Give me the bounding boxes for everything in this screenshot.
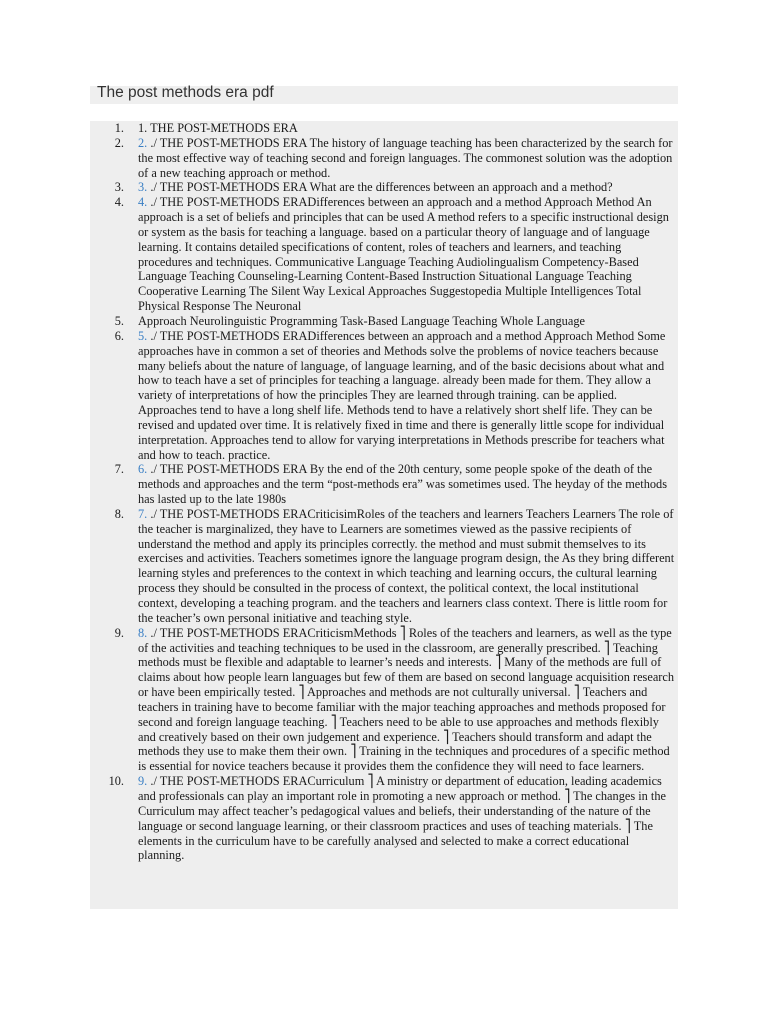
item-link[interactable]: 9. — [138, 774, 148, 789]
list-item — [90, 507, 678, 626]
item-number: 2. — [114, 135, 124, 150]
item-number: 5. — [114, 313, 124, 328]
item-link[interactable]: 5. — [138, 328, 148, 343]
item-link[interactable]: 8. — [138, 625, 148, 640]
document-content — [90, 121, 678, 909]
item-text: ./ THE POST-METHODS ERACriticismMethods ⎤ Roles of the teachers and learners, as well as the type of the activities and teaching techniques to be used in the classroom, are generally prescribed. ⎤ Teaching methods must be flexible and adaptable to learner’s needs and interests. ⎤ Many of the methods are full of claims about how people learn languages but few of them are based on second language acquisition research or have been empirically tested. ⎤ Approaches and methods are not culturally universal. ⎤ Teachers and teachers in training have to become familiar with the major teaching approaches and methods proposed for second and foreign language teaching. ⎤ Teachers need to be able to use approaches and methods flexibly and creatively based on their own judgement and experience. ⎤ Teachers should transform and adapt the methods they use to make them their own. ⎤ Training in the techniques and procedures of a specific method is essential for novice teachers because it provides them the confidence they will need to face learners. — [138, 625, 675, 774]
slide-list — [90, 121, 678, 863]
list-item — [90, 136, 678, 181]
list-item — [90, 314, 678, 329]
item-number: 4. — [114, 195, 124, 210]
list-item — [90, 121, 678, 136]
item-text: 1. THE POST-METHODS ERA — [138, 121, 298, 135]
item-text: ./ THE POST-METHODS ERADifferences between an approach and a method Approach Method Some approaches have in common a set of theories and Methods solve the problems of novice teachers because many beliefs about the nature of language, of language learning, and of the basic decisions about what and how to teach have a set of principles for teaching a language. already been made for them. They allow a variety of interpretations of how the principles They are learned through training. can be applied. Approaches tend to have a long shelf life. Methods tend to have a relatively short shelf life. They can be revised and updated over time. It is relatively fixed in time and there is generally little scope for individual interpretation. Approaches tend to allow for varying interpretations in Methods prescribe for teachers what and how to teach. practice. — [138, 328, 666, 462]
document-title-bar — [90, 86, 678, 104]
list-item — [90, 774, 678, 863]
item-text: ./ THE POST-METHODS ERACriticisimRoles of the teachers and learners Teachers Learners The role of the teacher is marginalized, they have to Learners are sometimes viewed as the passive recipients of understand the method and apply its principles correctly. the method and must submit themselves to its exercises and activities. Teachers sometimes ignore the language program design, the As they bring different learning styles and preferences to the context in which teaching and learning occurs, the cultural learning process they should be consulted in the process of context, the political context, the local institutional context, developing a teaching program. and the teachers and learners class context. There is little room for the teacher’s own personal initiative and teaching style. — [138, 506, 675, 625]
item-link[interactable]: 7. — [138, 506, 148, 521]
item-number: 6. — [114, 328, 124, 343]
item-text: ./ THE POST-METHODS ERA What are the differences between an approach and a method? — [147, 180, 613, 195]
item-link[interactable]: 3. — [138, 180, 148, 195]
list-item — [90, 180, 678, 195]
list-item — [90, 329, 678, 463]
item-text: ./ THE POST-METHODS ERADifferences between an approach and a method Approach Method An approach is a set of beliefs and principles that can be used A method refers to a specific instructional design or system as the basis for teaching a language. based on a particular theory of language and of language learning. It contains detailed specifications of content, roles of teachers and learners, and teaching procedures and techniques. Communicative Language Teaching Audiolingualism Competency-Based Language Teaching Counseling-Learning Content-Based Instruction Situational Language Teaching Cooperative Learning The Silent Way Lexical Approaches Suggestopedia Multiple Intelligences Total Physical Response The Neuronal — [138, 195, 669, 314]
item-number: 10. — [108, 774, 124, 789]
item-text: Approach Neurolinguistic Programming Task-Based Language Teaching Whole Language — [138, 313, 585, 328]
list-item — [90, 626, 678, 774]
item-link[interactable]: 4. — [138, 195, 148, 210]
list-item — [90, 195, 678, 314]
document-title: The post methods era pdf — [97, 84, 274, 101]
item-number: 1. — [114, 121, 124, 135]
item-text: ./ THE POST-METHODS ERACurriculum ⎤ A ministry or department of education, leading academics and professionals can play an important role in promoting a new approach or method. ⎤ The changes in the Curriculum may affect teacher’s pedagogical values and beliefs, their understanding of the nature of the language or second language learning, or their classroom practices and uses of teaching materials. ⎤ The elements in the curriculum have to be carefully analysed and selected to make a correct educational planning. — [138, 774, 667, 863]
item-number: 8. — [114, 506, 124, 521]
item-text: ./ THE POST-METHODS ERA By the end of the 20th century, some people spoke of the death of the methods and approaches and the term “post-methods era” was sometimes used. The heyday of the methods has lasted up to the late 1980s — [138, 462, 668, 507]
item-link[interactable]: 6. — [138, 462, 148, 477]
list-item — [90, 462, 678, 507]
item-text: ./ THE POST-METHODS ERA The history of language teaching has been characterized by the search for the most effective way of teaching second and foreign languages. The commonest solution was the adoption of a new teaching approach or method. — [138, 135, 673, 180]
item-link[interactable]: 2. — [138, 135, 148, 150]
item-number: 9. — [114, 625, 124, 640]
item-number: 7. — [114, 462, 124, 477]
item-number: 3. — [114, 180, 124, 195]
